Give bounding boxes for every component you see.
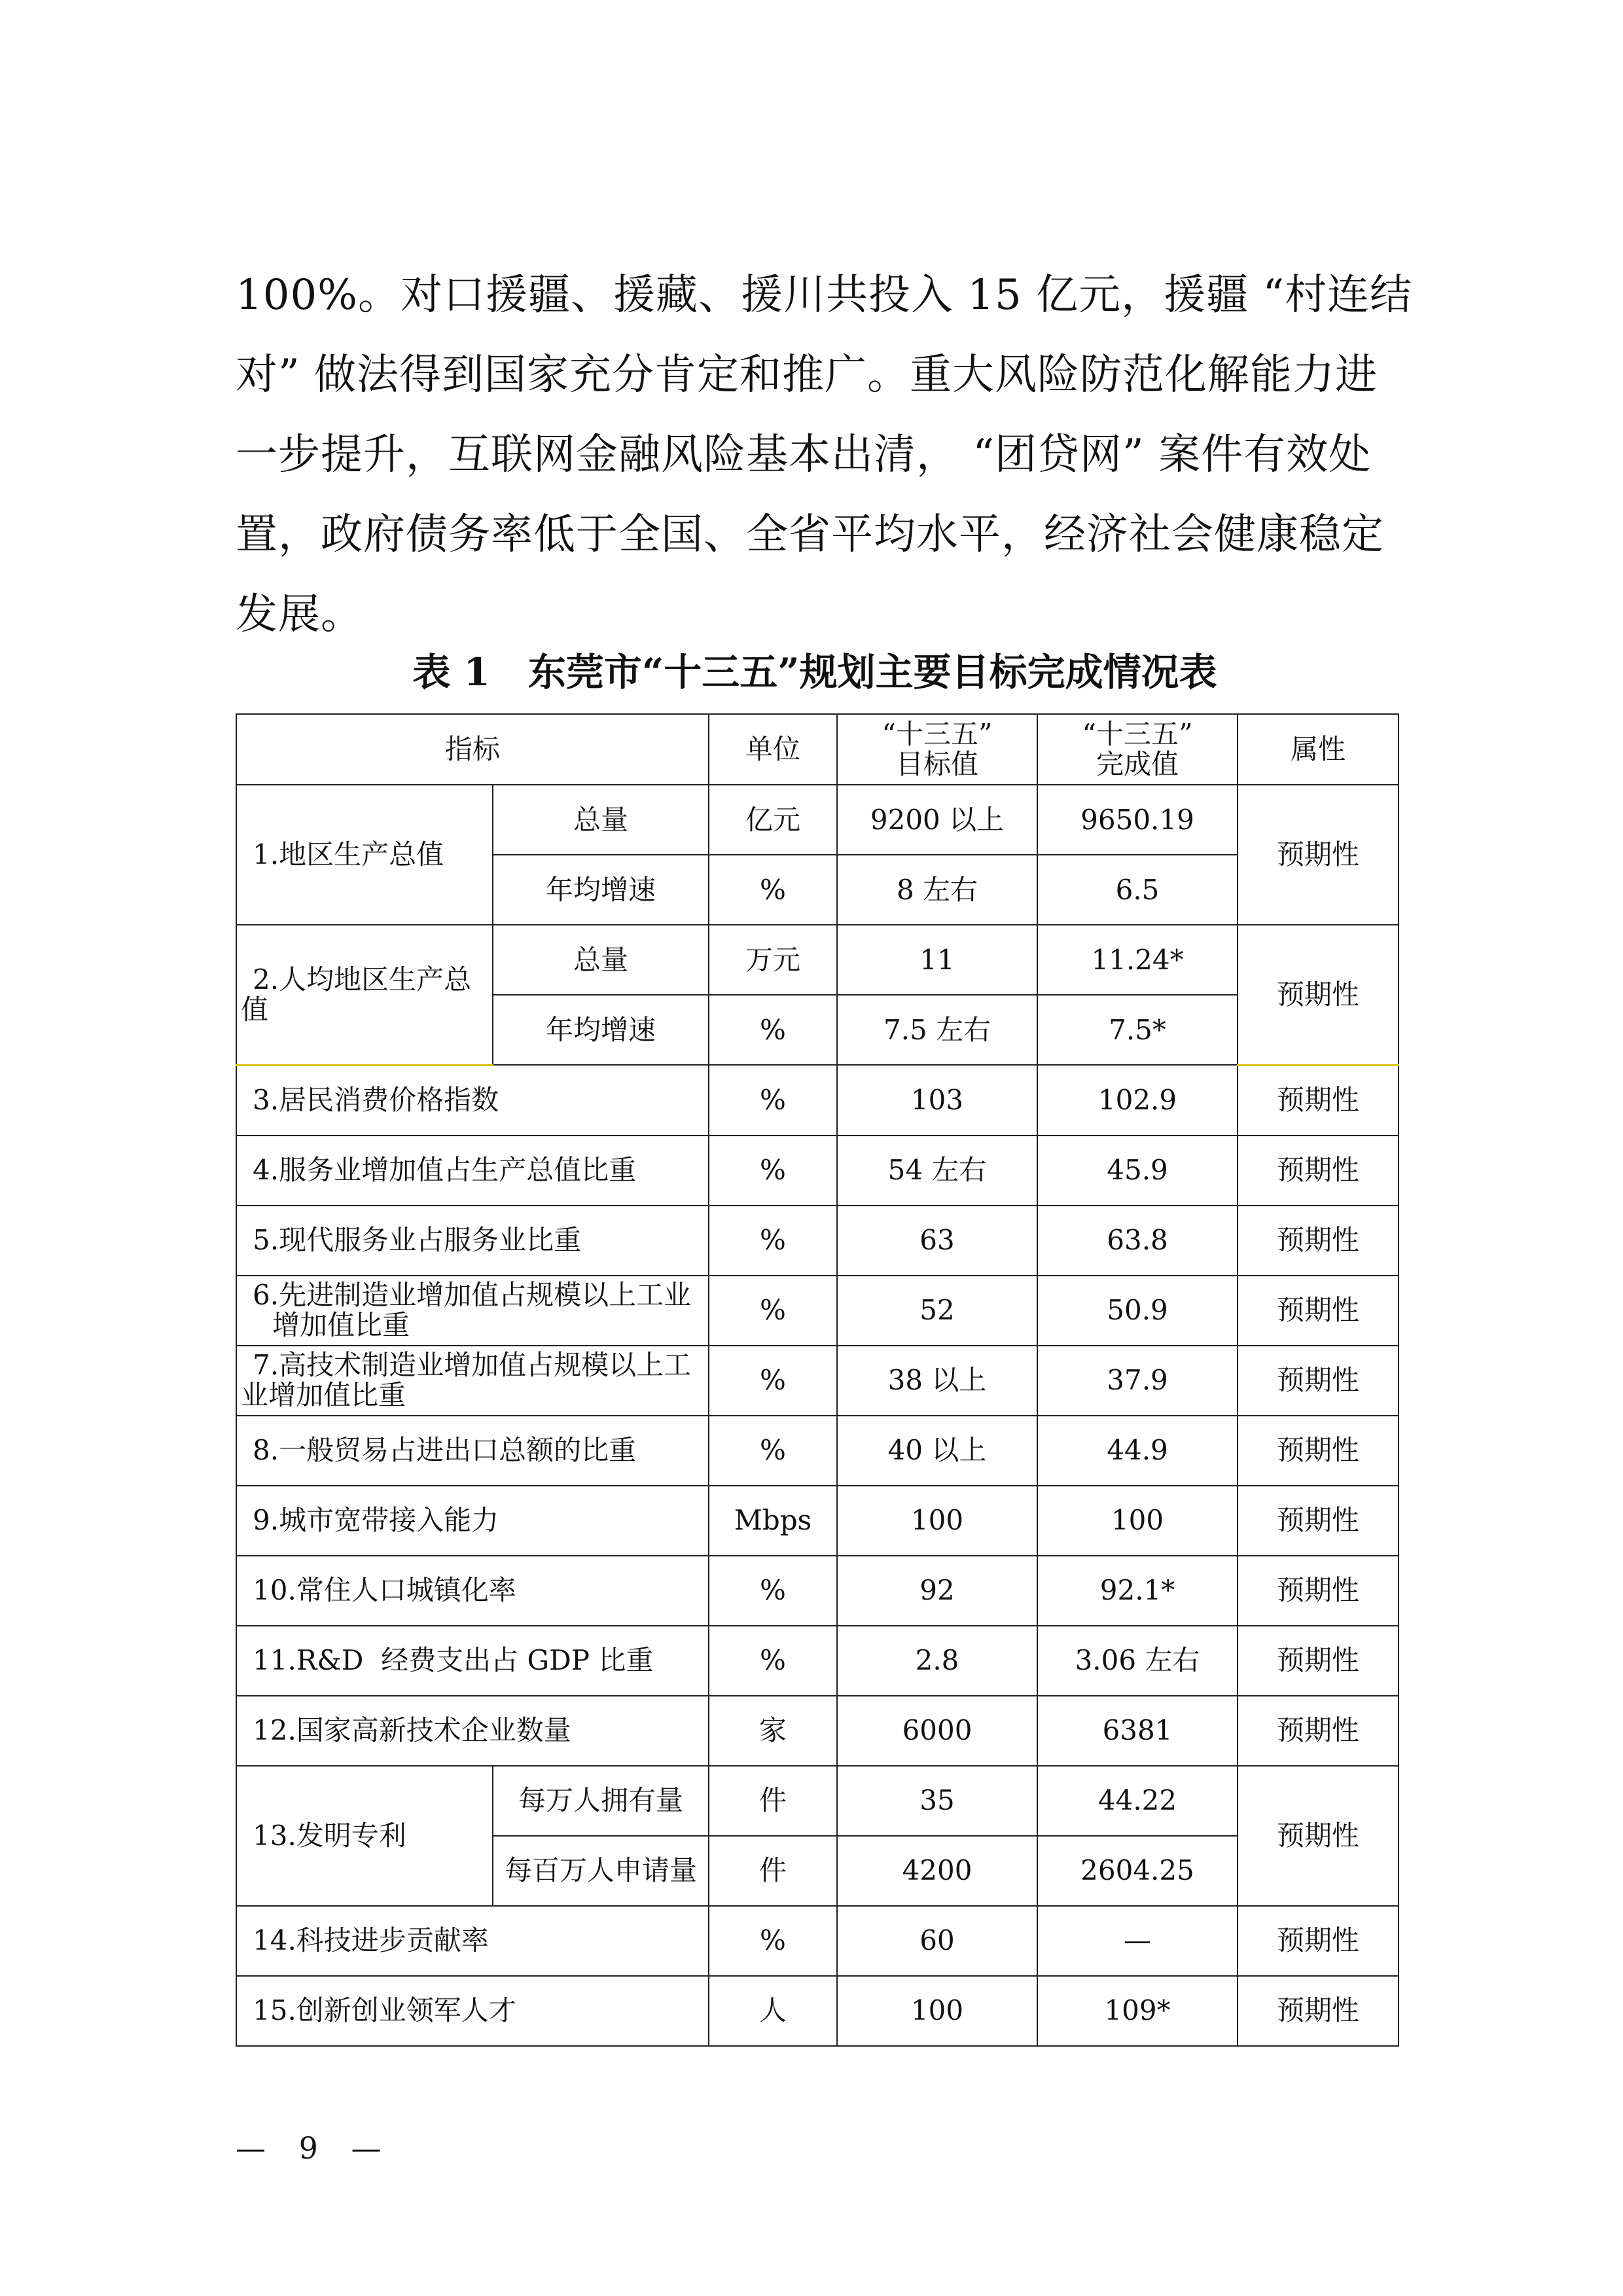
table-row	[236, 1416, 1399, 1486]
attribute-cell: 预期性	[1238, 1766, 1399, 1906]
unit-cell: %	[709, 1065, 837, 1136]
body-paragraph	[236, 255, 1413, 655]
target-cell: 7.5 左右	[837, 995, 1037, 1065]
target-cell: 8 左右	[837, 855, 1037, 925]
target-cell: 52	[837, 1276, 1037, 1346]
indicator-name: 9.城市宽带接入能力	[236, 1486, 709, 1556]
target-cell: 4200	[837, 1836, 1037, 1906]
table-row	[236, 1486, 1399, 1556]
actual-cell: 45.9	[1037, 1136, 1238, 1206]
actual-cell: 6381	[1037, 1696, 1238, 1766]
actual-cell: 3.06 左右	[1037, 1626, 1238, 1696]
unit-cell: 家	[709, 1696, 837, 1766]
target-cell: 2.8	[837, 1626, 1037, 1696]
paragraph-line: 100%。对口援疆、援藏、援川共投入 15 亿元，援疆 “村连结	[236, 271, 1413, 319]
paragraph-line: 一步提升，互联网金融风险基本出清， “团贷网” 案件有效处	[236, 431, 1372, 479]
actual-cell: 92.1*	[1037, 1556, 1238, 1626]
indicator-name: 5.现代服务业占服务业比重	[236, 1206, 709, 1276]
unit-cell: %	[709, 1906, 837, 1976]
paragraph-line: 对” 做法得到国家充分肯定和推广。重大风险防范化解能力进	[236, 351, 1378, 399]
unit-cell: 件	[709, 1766, 837, 1836]
page-number: — 9 —	[236, 2130, 393, 2166]
unit-cell: %	[709, 1346, 837, 1416]
table-title: 表 1 东莞市“十三五”规划主要目标完成情况表	[412, 650, 1217, 694]
indicator-name: 7.高技术制造业增加值占规模以上工 业增加值比重	[236, 1346, 709, 1416]
header-indicator: 指标	[236, 714, 709, 785]
table-row	[236, 925, 1399, 995]
paragraph-line: 置，政府债务率低于全国、全省平均水平，经济社会健康稳定	[236, 511, 1384, 559]
target-cell: 9200 以上	[837, 785, 1037, 855]
unit-cell: %	[709, 995, 837, 1065]
attribute-cell: 预期性	[1238, 1136, 1399, 1206]
attribute-cell: 预期性	[1238, 1065, 1399, 1136]
header-unit: 单位	[709, 714, 837, 785]
attribute-cell: 预期性	[1238, 1906, 1399, 1976]
header-attribute: 属性	[1238, 714, 1399, 785]
indicator-name: 14.科技进步贡献率	[236, 1906, 709, 1976]
sub-indicator: 每万人拥有量	[493, 1766, 709, 1836]
indicator-name: 8.一般贸易占进出口总额的比重	[236, 1416, 709, 1486]
unit-cell: %	[709, 1276, 837, 1346]
unit-cell: 亿元	[709, 785, 837, 855]
indicator-name: 4.服务业增加值占生产总值比重	[236, 1136, 709, 1206]
attribute-cell: 预期性	[1238, 1556, 1399, 1626]
target-cell: 6000	[837, 1696, 1037, 1766]
unit-cell: 件	[709, 1836, 837, 1906]
attribute-cell: 预期性	[1238, 1976, 1399, 2046]
actual-cell: 63.8	[1037, 1206, 1238, 1276]
attribute-cell: 预期性	[1238, 785, 1399, 925]
sub-indicator: 年均增速	[493, 995, 709, 1065]
target-cell: 100	[837, 1486, 1037, 1556]
unit-cell: 万元	[709, 925, 837, 995]
attribute-cell: 预期性	[1238, 1346, 1399, 1416]
indicator-name: 15.创新创业领军人才	[236, 1976, 709, 2046]
table-row	[236, 785, 1399, 855]
target-cell: 11	[837, 925, 1037, 995]
table-row	[236, 1276, 1399, 1346]
indicator-name: 1.地区生产总值	[236, 785, 493, 925]
table-row	[236, 1065, 1399, 1136]
unit-cell: %	[709, 1136, 837, 1206]
unit-cell: Mbps	[709, 1486, 837, 1556]
target-cell: 35	[837, 1766, 1037, 1836]
table-row	[236, 1346, 1399, 1416]
table-row	[236, 1906, 1399, 1976]
actual-cell: 11.24*	[1037, 925, 1238, 995]
attribute-cell: 预期性	[1238, 1206, 1399, 1276]
target-cell: 54 左右	[837, 1136, 1037, 1206]
attribute-cell: 预期性	[1238, 1486, 1399, 1556]
actual-cell: 100	[1037, 1486, 1238, 1556]
sub-indicator: 总量	[493, 925, 709, 995]
attribute-cell: 预期性	[1238, 1416, 1399, 1486]
attribute-cell: 预期性	[1238, 1276, 1399, 1346]
indicator-name: 10.常住人口城镇化率	[236, 1556, 709, 1626]
header-target: “十三五” 目标值	[837, 714, 1037, 785]
table-row	[236, 1136, 1399, 1206]
actual-cell: 102.9	[1037, 1065, 1238, 1136]
table-header-row	[236, 714, 1399, 785]
sub-indicator: 每百万人申请量	[493, 1836, 709, 1906]
sub-indicator: 总量	[493, 785, 709, 855]
unit-cell: %	[709, 1626, 837, 1696]
actual-cell: 44.22	[1037, 1766, 1238, 1836]
table-row	[236, 1696, 1399, 1766]
target-cell: 40 以上	[837, 1416, 1037, 1486]
unit-cell: %	[709, 1416, 837, 1486]
unit-cell: %	[709, 855, 837, 925]
indicator-name: 12.国家高新技术企业数量	[236, 1696, 709, 1766]
unit-cell: %	[709, 1556, 837, 1626]
unit-cell: %	[709, 1206, 837, 1276]
indicator-name: 3.居民消费价格指数	[236, 1065, 709, 1136]
table-row	[236, 1626, 1399, 1696]
table-row	[236, 1206, 1399, 1276]
table-row	[236, 1766, 1399, 1836]
attribute-cell: 预期性	[1238, 925, 1399, 1065]
unit-cell: 人	[709, 1976, 837, 2046]
indicator-name: 2.人均地区生产总 值	[236, 925, 493, 1065]
target-cell: 63	[837, 1206, 1037, 1276]
actual-cell: 7.5*	[1037, 995, 1238, 1065]
target-cell: 60	[837, 1906, 1037, 1976]
target-cell: 100	[837, 1976, 1037, 2046]
actual-cell: 50.9	[1037, 1276, 1238, 1346]
actual-cell: 6.5	[1037, 855, 1238, 925]
attribute-cell: 预期性	[1238, 1626, 1399, 1696]
indicator-name: 13.发明专利	[236, 1766, 493, 1906]
actual-cell: 2604.25	[1037, 1836, 1238, 1906]
paragraph-line: 发展。	[236, 590, 363, 639]
attribute-cell: 预期性	[1238, 1696, 1399, 1766]
actual-cell: —	[1037, 1906, 1238, 1976]
indicator-name: 11.R&D 经费支出占 GDP 比重	[236, 1626, 709, 1696]
header-actual: “十三五” 完成值	[1037, 714, 1238, 785]
sub-indicator: 年均增速	[493, 855, 709, 925]
actual-cell: 9650.19	[1037, 785, 1238, 855]
table-row	[236, 1556, 1399, 1626]
target-cell: 103	[837, 1065, 1037, 1136]
target-cell: 92	[837, 1556, 1037, 1626]
target-cell: 38 以上	[837, 1346, 1037, 1416]
actual-cell: 44.9	[1037, 1416, 1238, 1486]
table-row	[236, 1976, 1399, 2046]
targets-table	[236, 713, 1399, 2047]
indicator-name: 6.先进制造业增加值占规模以上工业 增加值比重	[236, 1276, 709, 1346]
actual-cell: 37.9	[1037, 1346, 1238, 1416]
actual-cell: 109*	[1037, 1976, 1238, 2046]
